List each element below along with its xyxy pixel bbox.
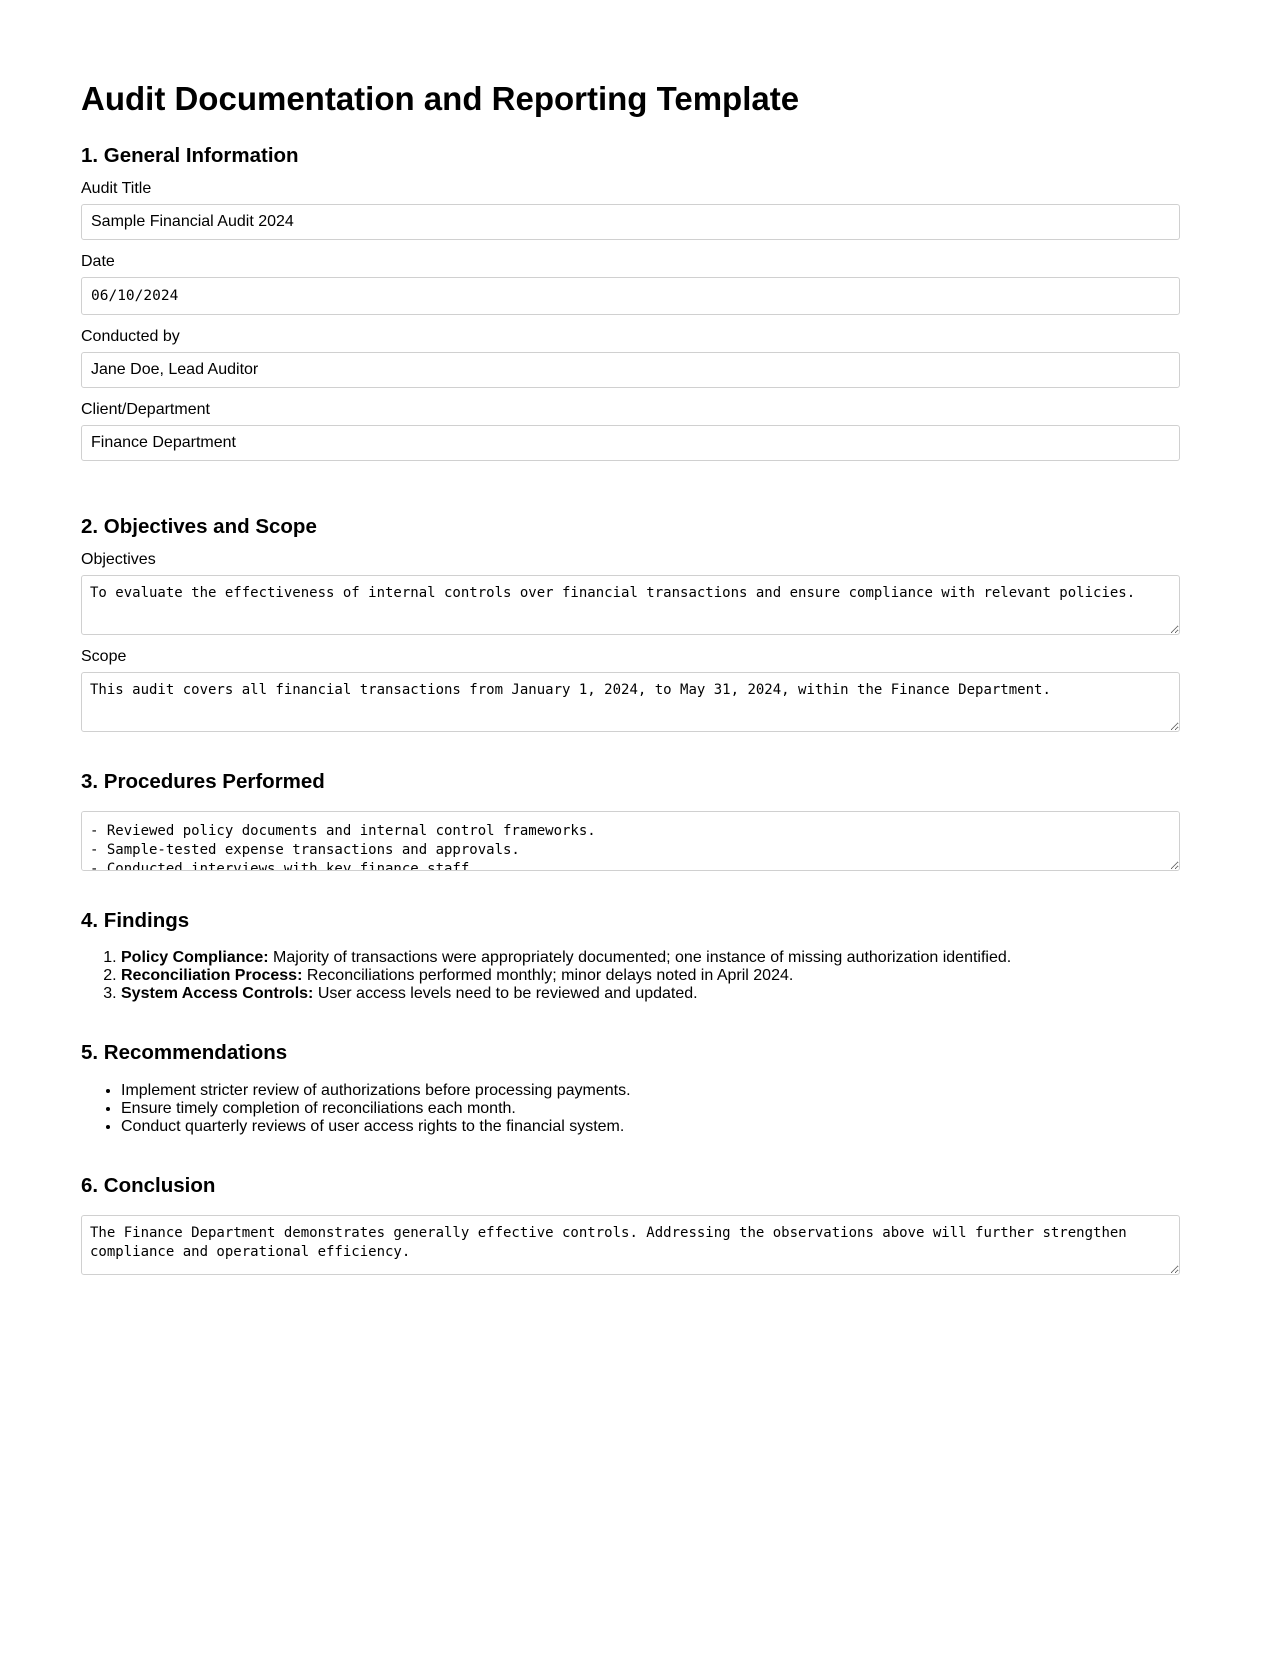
objectives-label: Objectives (81, 550, 156, 568)
finding-text: Reconciliations performed monthly; minor delays noted in April 2024. (302, 967, 794, 985)
scope-textarea[interactable] (81, 672, 1180, 732)
recommendations-heading: 5. Recommendations (81, 1041, 288, 1065)
general-information-heading: 1. General Information (81, 143, 299, 167)
general-information-section (81, 144, 1182, 473)
objectives-textarea[interactable] (81, 575, 1180, 635)
objectives-scope-heading: 2. Objectives and Scope (81, 515, 317, 539)
findings-list (81, 949, 1182, 1003)
scope-label: Scope (81, 648, 127, 666)
conducted-by-input[interactable] (81, 352, 1180, 388)
audit-title-input[interactable] (81, 204, 1180, 240)
conclusion-textarea[interactable] (81, 1215, 1180, 1275)
finding-item (121, 967, 1182, 985)
client-department-input[interactable] (81, 425, 1180, 461)
objectives-scope-section (81, 515, 1182, 732)
finding-term: System Access Controls: (121, 985, 314, 1003)
finding-term: Reconciliation Process: (121, 967, 303, 985)
recommendation-item: • Implement stricter review of authorizations before processing payments. (121, 1082, 1182, 1100)
recommendations-list (81, 1082, 1182, 1136)
findings-heading: 4. Findings (81, 908, 190, 932)
recommendation-item: • Conduct quarterly reviews of user access rights to the financial system. (121, 1118, 1182, 1136)
recommendation-item: • Ensure timely completion of reconciliations each month. (121, 1100, 1182, 1118)
procedures-textarea[interactable] (81, 811, 1180, 871)
procedures-section (81, 770, 1182, 871)
audit-title-label: Audit Title (81, 179, 152, 197)
finding-text: Majority of transactions were appropriately documented; one instance of missing authorization identified. (268, 949, 1012, 967)
finding-item (121, 949, 1182, 967)
procedures-heading: 3. Procedures Performed (81, 770, 325, 794)
date-label: Date (81, 252, 115, 270)
page-title: Audit Documentation and Reporting Template (81, 80, 800, 117)
client-department-label: Client/Department (81, 401, 210, 419)
recommendations-section (81, 1041, 1182, 1136)
conducted-by-label: Conducted by (81, 327, 180, 345)
findings-section (81, 909, 1182, 1004)
date-input[interactable] (81, 277, 1180, 315)
conclusion-heading: 6. Conclusion (81, 1174, 216, 1198)
finding-text: User access levels need to be reviewed and updated. (313, 985, 698, 1003)
conclusion-section (81, 1174, 1182, 1275)
finding-term: Policy Compliance: (121, 949, 269, 967)
finding-item (121, 985, 1182, 1003)
